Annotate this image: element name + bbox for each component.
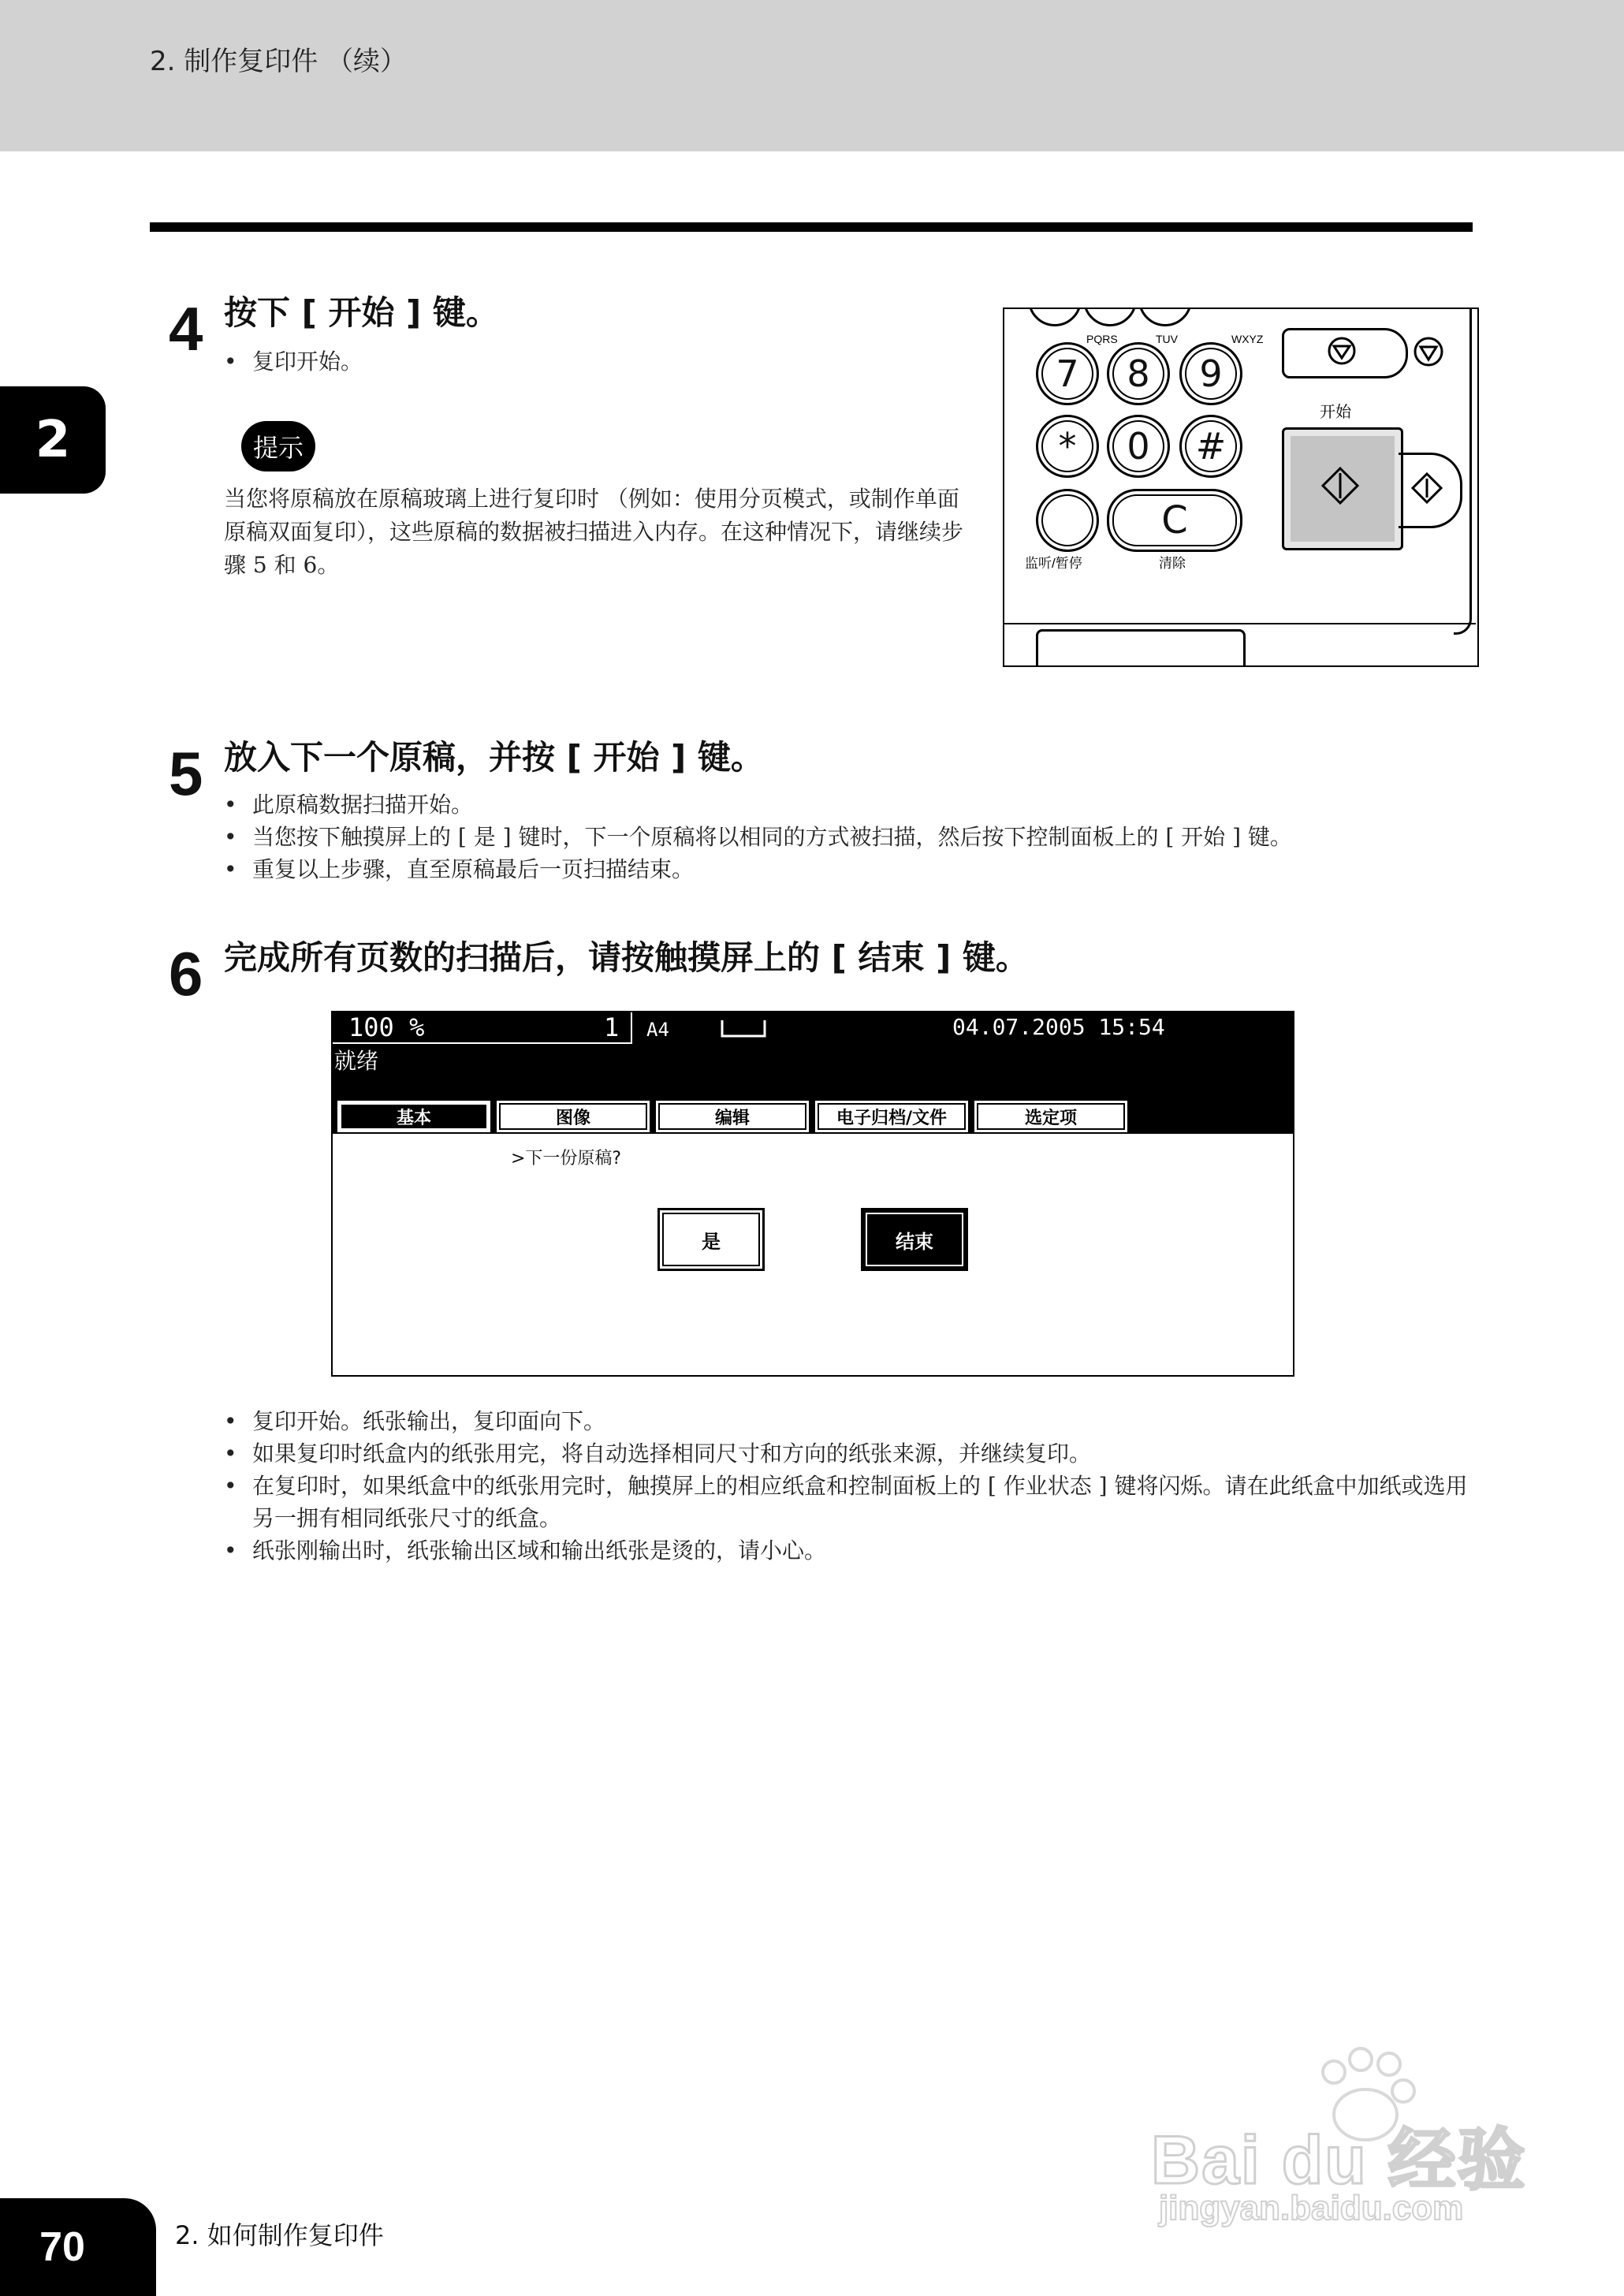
start-button: [1282, 427, 1403, 550]
step-6-bullets: [224, 1405, 1485, 1567]
step-4-title: 按下 [ 开始 ] 键。: [224, 293, 499, 332]
start-indicator-icon: [1410, 471, 1444, 505]
running-header: 2. 制作复印件 （续）: [150, 46, 408, 77]
clear-key: C: [1107, 489, 1242, 552]
tip-badge: 提示: [241, 421, 315, 472]
tip-text: 当您将原稿放在原稿玻璃上进行复印时 （例如：使用分页模式，或制作单面原稿双面复印），这些原稿的数据被扫描进入内存。在这种情况下，请继续步骤 5 和 6。: [224, 486, 964, 578]
keypad-key-star: *: [1036, 415, 1099, 478]
step-4-bullets: [224, 345, 933, 378]
copies-value: 1: [604, 1012, 620, 1042]
tab-image[interactable]: 图像: [497, 1101, 650, 1132]
yes-button[interactable]: 是: [657, 1208, 765, 1271]
monitor-pause-key: [1036, 489, 1099, 552]
chapter-tab: 2: [0, 386, 106, 494]
keypad-key-9: 9: [1179, 342, 1242, 405]
machine-status: 就绪: [334, 1048, 379, 1074]
step-5-bullets: [224, 788, 1485, 885]
control-panel-illustration: [1003, 308, 1479, 667]
date-time: 04.07.2005 15:54: [952, 1014, 1165, 1040]
screen-status-area: [333, 1012, 1293, 1134]
keypad-key-partial: [1028, 308, 1082, 326]
panel-side-edge: [1454, 308, 1472, 635]
baidu-watermark: [1151, 2042, 1529, 2231]
step-5-number: 5: [169, 739, 203, 808]
step-6-title: 完成所有页数的扫描后，请按触摸屏上的 [ 结束 ] 键。: [224, 938, 1029, 977]
keypad-key-partial: [1138, 308, 1192, 326]
watermark-brand: Bai du 经验: [1151, 2123, 1527, 2198]
keypad-key-0: 0: [1107, 415, 1170, 478]
step-4-number: 4: [169, 294, 203, 363]
keypad-key-7: 7: [1036, 342, 1099, 405]
tab-e-filing[interactable]: 电子归档/文件: [815, 1101, 968, 1132]
list-item: • 重复以上步骤，直至原稿最后一页扫描结束。: [224, 853, 1485, 885]
key-letters-wxyz: WXYZ: [1231, 333, 1264, 345]
list-item: • 如果复印时纸盒内的纸张用完，将自动选择相同尺寸和方向的纸张来源，并继续复印。: [224, 1437, 1485, 1470]
list-item: • 复印开始。纸张输出，复印面向下。: [224, 1405, 1485, 1437]
paper-size: A4: [646, 1019, 669, 1041]
tab-options[interactable]: 选定项: [974, 1101, 1127, 1132]
key-letters-pqrs: PQRS: [1086, 333, 1118, 345]
tab-edit[interactable]: 编辑: [656, 1101, 809, 1132]
page-number: 70: [0, 2198, 156, 2296]
keypad-key-partial: [1083, 308, 1137, 326]
keypad-key-hash: #: [1179, 415, 1242, 478]
panel-edge: [1003, 623, 1476, 624]
footer-section-title: 2. 如何制作复印件: [175, 2220, 384, 2250]
clear-label: 清除: [1159, 556, 1186, 571]
end-button[interactable]: 结束: [861, 1208, 968, 1271]
panel-slot: [1036, 629, 1246, 667]
list-item: • 当您按下触摸屏上的 [ 是 ] 键时，下一个原稿将以相同的方式被扫描，然后按下控制面板上的 [ 开始 ] 键。: [224, 821, 1485, 853]
keypad-key-8: 8: [1107, 342, 1170, 405]
monitor-pause-label: 监听/暂停: [1025, 556, 1082, 571]
header-rule: [150, 222, 1473, 232]
zoom-value: 100 %: [348, 1012, 425, 1042]
paper-tray-icon: [719, 1016, 768, 1039]
next-original-prompt: >下一份原稿?: [511, 1149, 622, 1168]
list-item: • 复印开始。: [224, 345, 933, 378]
stop-icon: [1282, 328, 1403, 374]
start-label: 开始: [1320, 402, 1351, 421]
list-item: • 在复印时，如果纸盒中的纸张用完时，触摸屏上的相应纸盒和控制面板上的 [ 作业状态 ] 键将闪烁。请在此纸盒中加纸或选用另一拥有相同纸张尺寸的纸盒。: [224, 1470, 1485, 1534]
list-item: • 纸张刚输出时，纸张输出区域和输出纸张是烫的，请小心。: [224, 1534, 1485, 1567]
list-item: • 此原稿数据扫描开始。: [224, 788, 1485, 821]
stop-indicator-icon: [1411, 334, 1446, 369]
step-6-number: 6: [169, 939, 203, 1008]
stop-button: [1282, 328, 1408, 378]
touchscreen: [331, 1011, 1294, 1377]
key-letters-tuv: TUV: [1156, 333, 1178, 345]
start-indicator: [1399, 453, 1462, 528]
tab-basic[interactable]: 基本: [337, 1101, 490, 1132]
watermark-url: jingyan.baidu.com: [1159, 2189, 1464, 2227]
start-icon: [1282, 427, 1399, 546]
step-5-title: 放入下一个原稿，并按 [ 开始 ] 键。: [224, 738, 764, 777]
